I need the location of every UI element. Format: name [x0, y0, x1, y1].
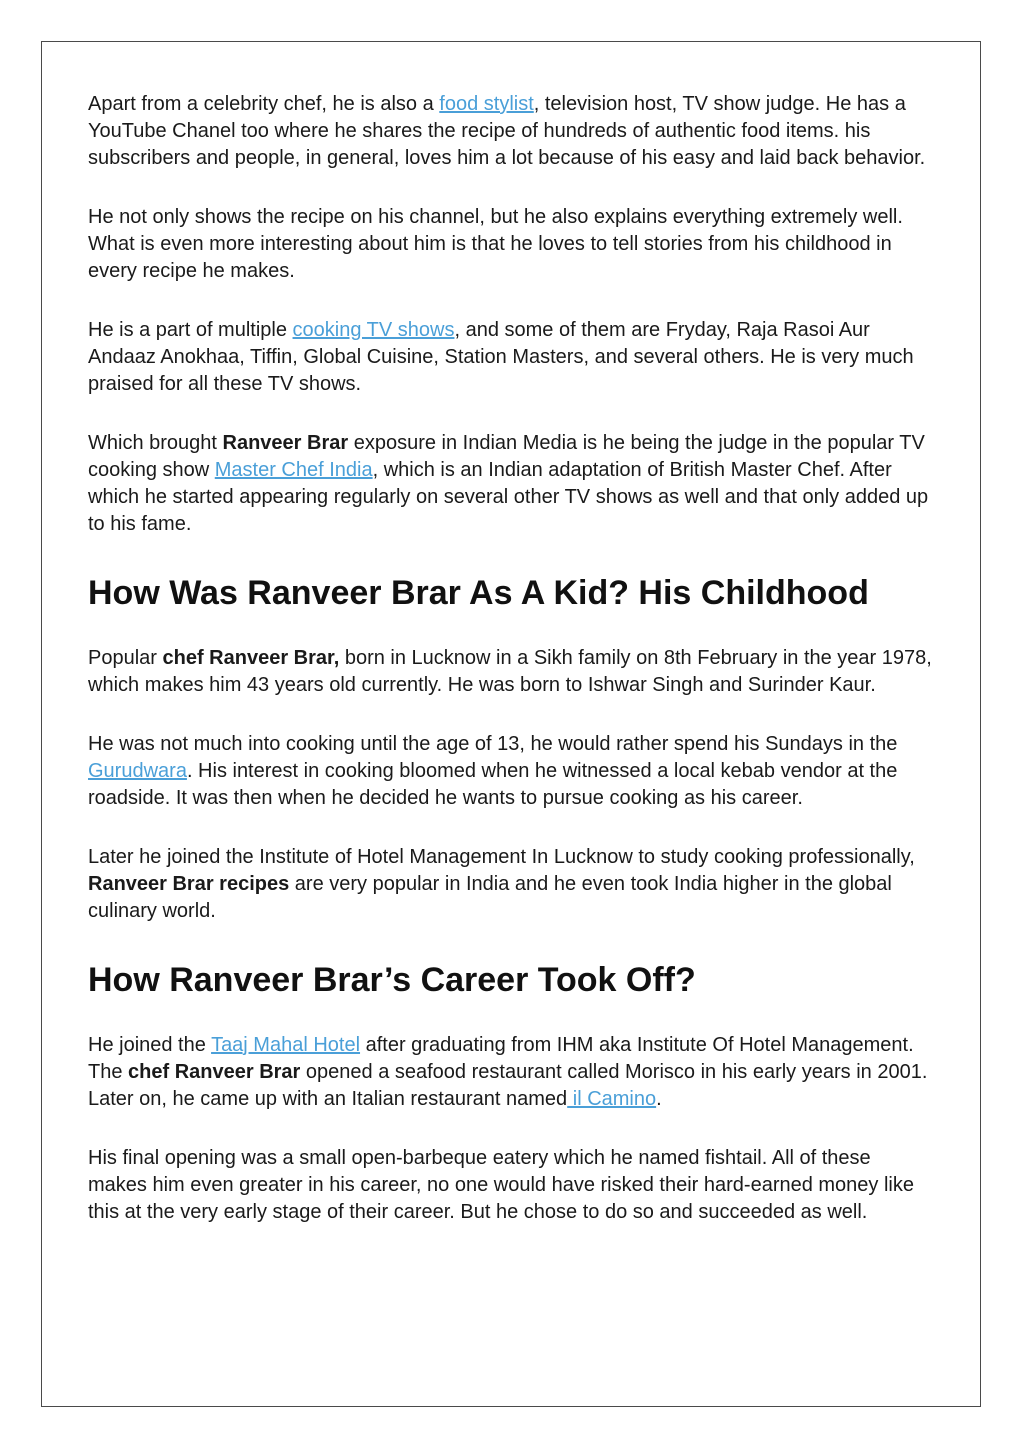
intro-paragraph-2: He not only shows the recipe on his channel, but he also explains everything extremely well. What is even more interesting about him is that he loves to tell stories from his childhood in every recipe he makes. — [88, 206, 903, 282]
career-paragraph-2: His final opening was a small open-barbeque eatery which he named fishtail. All of these makes him even greater in his career, no one would have risked their hard-earned money like this at the very early stage of their career. But he chose to do so and succeeded as well. — [88, 1147, 914, 1223]
bold-ranveer-brar: Ranveer Brar — [222, 432, 349, 454]
career-paragraph-1: He joined the Taaj Mahal Hotel after graduating from IHM aka Institute Of Hotel Management. The chef Ranveer Brar opened a seafood restaurant called Morisco in his early years in 2001. Later on, he came up with an Italian restaurant named il Camino. — [88, 1034, 928, 1110]
article-body — [88, 91, 933, 1258]
il-camino-link[interactable]: il Camino — [567, 1088, 657, 1110]
taaj-mahal-hotel-link[interactable]: Taaj Mahal Hotel — [211, 1034, 361, 1056]
bold-chef-ranveer-brar: chef Ranveer Brar, — [162, 647, 340, 669]
gurudwara-link[interactable]: Gurudwara — [88, 760, 187, 782]
bold-ranveer-brar-recipes: Ranveer Brar recipes — [88, 873, 290, 895]
intro-paragraph-1: Apart from a celebrity chef, he is also a food stylist, television host, TV show judge. He has a YouTube Chanel too where he shares the recipe of hundreds of authentic food items. his subscribers and people, in general, loves him a lot because of his easy and laid back behavior. — [88, 93, 926, 169]
cooking-tv-shows-link[interactable]: cooking TV shows — [292, 319, 455, 341]
food-stylist-link[interactable]: food stylist — [439, 93, 534, 115]
master-chef-india-link[interactable]: Master Chef India — [214, 459, 373, 481]
intro-paragraph-3: He is a part of multiple cooking TV shows, and some of them are Fryday, Raja Rasoi Aur Andaaz Anokhaa, Tiffin, Global Cuisine, Station Masters, and several others. He is very much praised for all these TV shows. — [88, 319, 914, 395]
childhood-heading: How Was Ranveer Brar As A Kid? His Childhood — [88, 574, 869, 612]
intro-paragraph-4: Which brought Ranveer Brar exposure in Indian Media is he being the judge in the popular TV cooking show Master Chef India, which is an Indian adaptation of British Master Chef. After which he started appearing regularly on several other TV shows as well and that only added up to his fame. — [88, 432, 929, 535]
childhood-paragraph-3: Later he joined the Institute of Hotel Management In Lucknow to study cooking professionally, Ranveer Brar recipes are very popular in India and he even took India higher in the global culinary world. — [88, 846, 915, 922]
career-heading: How Ranveer Brar’s Career Took Off? — [88, 961, 696, 999]
bold-chef-ranveer-brar-2: chef Ranveer Brar — [128, 1061, 301, 1083]
childhood-paragraph-1: Popular chef Ranveer Brar, born in Lucknow in a Sikh family on 8th February in the year 1978, which makes him 43 years old currently. He was born to Ishwar Singh and Surinder Kaur. — [88, 647, 932, 696]
childhood-paragraph-2: He was not much into cooking until the age of 13, he would rather spend his Sundays in the Gurudwara. His interest in cooking bloomed when he witnessed a local kebab vendor at the roadside. It was then when he decided he wants to pursue cooking as his career. — [88, 733, 898, 809]
